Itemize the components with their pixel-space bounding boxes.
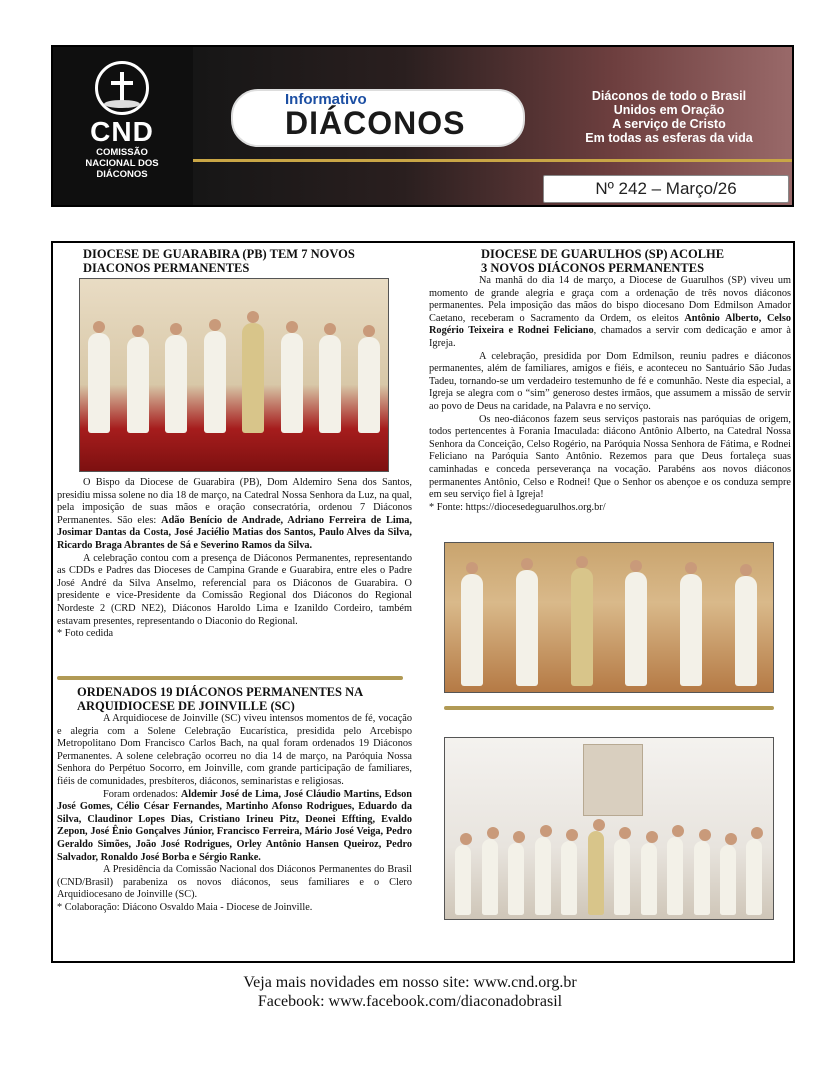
logo-org-line: DIÁCONOS [96, 169, 148, 180]
article-text: A Presidência da Comissão Nacional dos Diáconos Permanentes do Brasil (CND/Brasil) parabeniza os novos diáconos, seus familiares e o Clero Arquidiocesano de Joinville (SC). [57, 864, 412, 901]
article-text: Foram ordenados: [103, 788, 181, 800]
motto [554, 89, 784, 145]
logo-org-line: COMISSÃO [96, 147, 148, 158]
article-text: A Arquidiocese de Joinville (SC) viveu intensos momentos de fé, vocação e alegria com a Solene Celebração Eucarística, presidida pelo Arcebispo Metropolitano Dom Francisco Carlos Bach, na qual foram ordenados 19 Diáconos Permanentes. A solene celebração ocorreu no dia 14 de março, na Paróquia Nossa Senhora do Perpétuo Socorro, em Joinville, com grande participação de familiares, fiéis de comunidades, presbíteros, diáconos, seminaristas e religiosas. [57, 713, 412, 787]
photo-credit: * Colaboração: Diácono Osvaldo Maia - Diocese de Joinville. [57, 901, 313, 913]
motto-line: Diáconos de todo o Brasil [591, 89, 747, 103]
motto-line: A serviço de Cristo [612, 117, 726, 131]
ordained-names: Antônio Alberto, Celso Rogério Teixeira e Rodnei Feliciano [429, 312, 791, 337]
ordained-names: Adão Benício de Andrade, Adriano Ferreira de Lima, Josimar Dantas da Costa, José Jaciélio Matias dos Santos, Paulo Alves da Silva, Ricardo Braga Abrantes de Sá e Severino Ramos da Silva. [57, 514, 412, 551]
article-heading: ORDENADOS 19 DIÁCONOS PERMANENTES NA ARQUIDIOCESE DE JOINVILLE (SC) [77, 685, 364, 713]
issue-number: Nº 242 – Março/26 [543, 175, 789, 203]
footer [0, 973, 820, 1011]
newsletter-title: DIÁCONOS [285, 105, 466, 141]
motto-line: Unidos em Oração [613, 103, 725, 117]
mural-image [583, 744, 643, 816]
separator-bar [57, 676, 403, 680]
newsletter-header [51, 45, 794, 207]
article-heading: DIOCESE DE GUARABIRA (PB) TEM 7 NOVOS DIACONOS PERMANENTES [83, 247, 355, 275]
photo-guarabira [79, 278, 389, 472]
motto-line: Em todas as esferas da vida [585, 131, 753, 145]
article-guarabira-body [57, 477, 412, 641]
article-text: A celebração, presidida por Dom Edmilson, reuniu padres e diáconos permanentes, além de familiares, amigos e fiéis, e aconteceu no Santuário São Judas Tadeu, tornando-se um verdadeiro testemunho de fé e comunhão. Neste dia especial, a Igreja se alegra com o “sim” generoso destes irmãos, que assumem a missão de servir ao povo de Deus na caridade, na Palavra e no serviço. [429, 350, 791, 412]
article-text: A celebração contou com a presença de Diáconos Permanentes, representando as CDDs e Padres das Dioceses de Campina Grande e Guarabira, entre eles o Padre José André da Silva Anselmo, referencial para os Diáconos de Guarabira. O presidente e vice-Presidente da Comissão Regional dos Diáconos do Regional Nordeste 2 (CRD NE2), Diáconos Haroldo Lima e Izanildo Cordeiro, também estavam presentes, representando o Diaconio do Regional. [57, 552, 412, 627]
website-link[interactable]: Veja mais novidades em nosso site: www.cnd.org.br [243, 974, 577, 991]
article-text: Os neo-diáconos fazem seus serviços pastorais nas paróquias de origem, todos pertencentes à Forania Imaculada: diácono Antônio Alberto, na Catedral Nossa Senhora da Conceição, Celso Rogério, na Paróquia Nossa Senhora de Fátima, e Rodnei Feliciano na Paróquia Santo Antônio. Rezemos para que Deus fortaleça suas caminhadas e conceda perseverança na vocação. Parabéns aos novos diáconos permanentes Antônio, Celso e Rodnei! Que o Senhor os abençoe e os conduza sempre em seu serviço fiel à Igreja! [429, 413, 791, 501]
article-guarabira [57, 247, 412, 275]
ordained-names: Aldemir José de Lima, José Cláudio Martins, Edson José Gomes, Célio César Fernandes, Martinho Afonso Rodrigues, Eduardo da Silva, Claudinor Lopes Dias, Cristiano Irineu Pitz, Deonei Effting, Evaldo Zepon, José Ênio Gonçalves Júnior, Francisco Ferreira, Mário José Veiga, Pedro Geraldo Simões, João José Rodrigues, Orley Antônio Hansen Queiroz, Pedro Salvador, Ronaldo José Borba e Sérgio Ranke. [57, 788, 412, 863]
logo-org-line: NACIONAL DOS [85, 158, 159, 169]
source-credit: * Fonte: https://diocesedeguarulhos.org.br/ [429, 501, 606, 513]
info-label: Informativo [285, 91, 367, 108]
photo-guarulhos [444, 542, 774, 693]
facebook-link[interactable]: Facebook: www.facebook.com/diaconadobrasil [257, 993, 563, 1010]
article-guarulhos [429, 247, 791, 514]
separator-bar [444, 706, 774, 710]
header-gold-bar [193, 159, 794, 162]
cross-dove-icon [95, 61, 149, 115]
article-text: Na manhã do dia 14 de março, a Diocese de Guarulhos (SP) viveu um momento de grande alegria e graça com a ordenação de três novos diáconos permanentes. Pela imposição das mãos do bispo diocesano Dom Edmilson Amador Caetano, receberam o Sacramento da Ordem, os eleitos [429, 275, 791, 324]
photo-credit: * Foto cedida [57, 628, 114, 640]
logo-abbreviation: CND [90, 116, 154, 147]
article-text: , chamados a servir com dedicação e amor à Igreja. [429, 325, 791, 349]
article-joinville [57, 685, 412, 915]
cnd-logo [67, 61, 177, 191]
article-text: O Bispo da Diocese de Guarabira (PB), Dom Aldemiro Sena dos Santos, presidiu missa solene no dia 18 de março, na Catedral Nossa Senhora da Luz, na qual, pela imposição de suas mãos e oração consecratória, ordenou 7 Diáconos Permanentes. São eles: [57, 477, 412, 526]
photo-joinville [444, 737, 774, 920]
article-heading: DIOCESE DE GUARULHOS (SP) ACOLHE 3 NOVOS DIÁCONOS PERMANENTES [481, 247, 725, 275]
